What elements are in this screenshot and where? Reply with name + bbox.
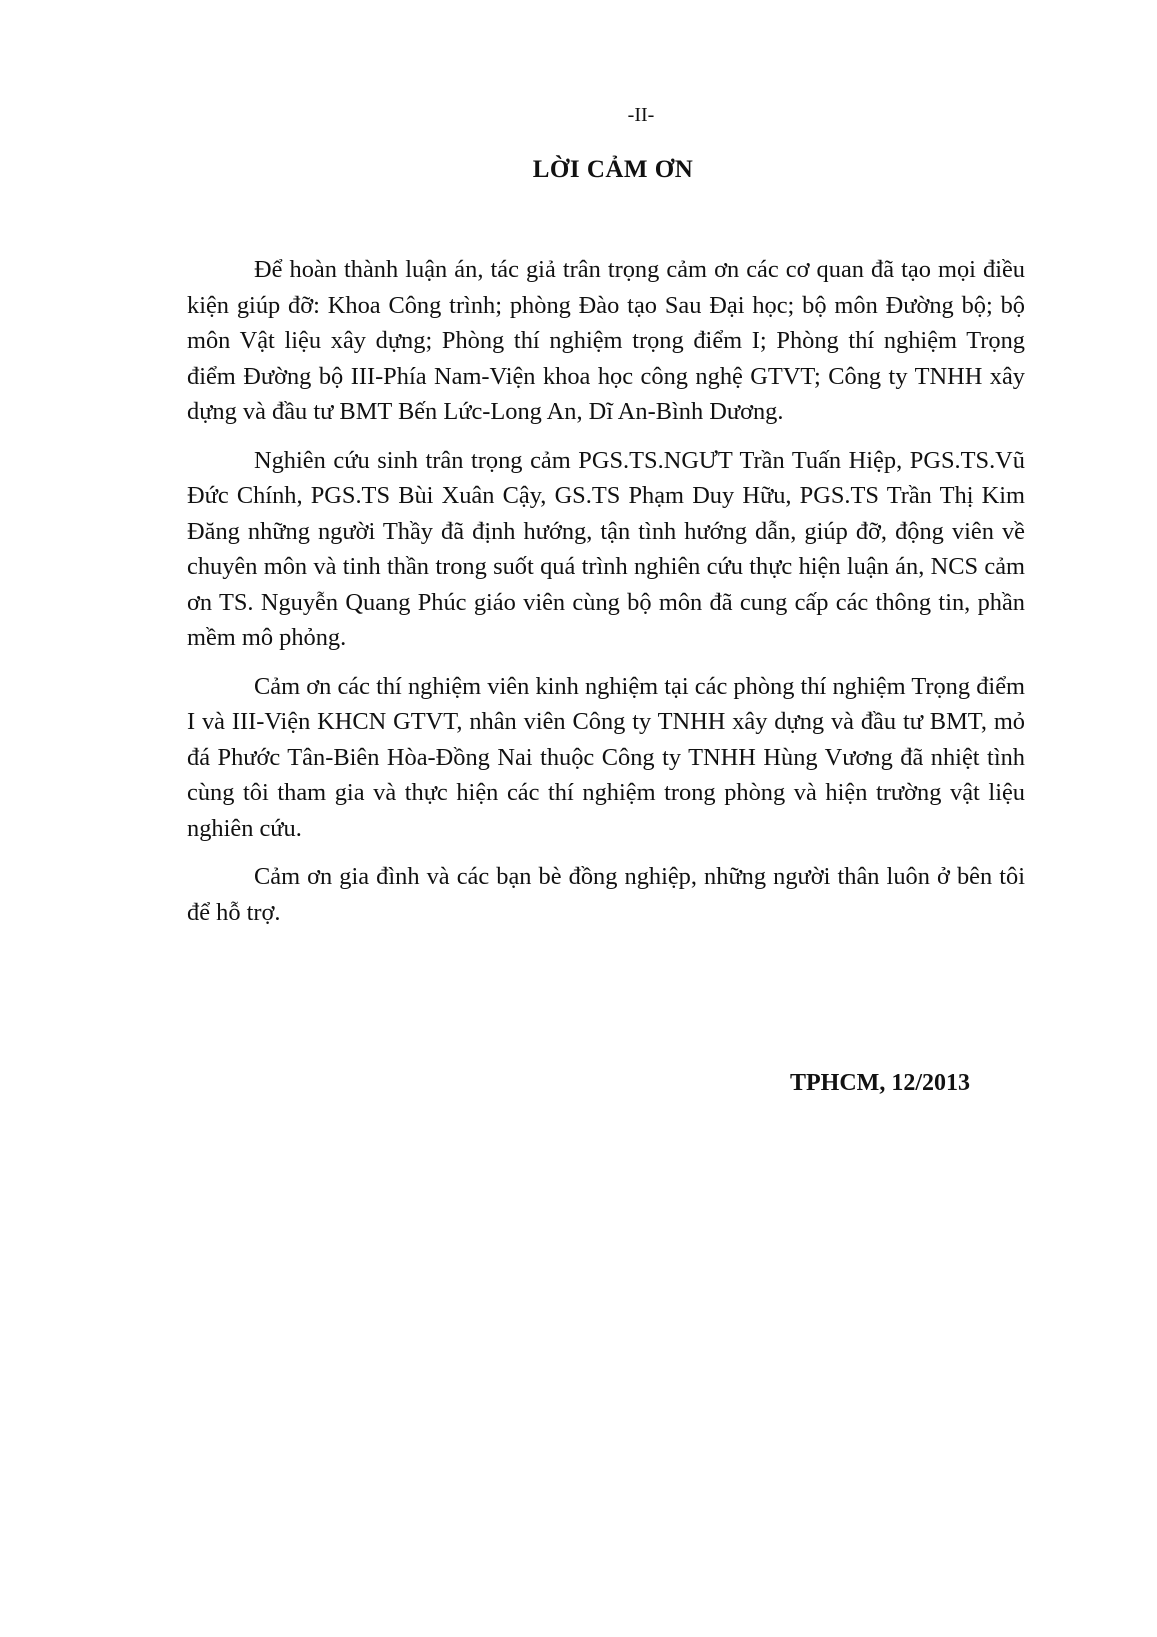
page-number: -II- <box>627 104 655 126</box>
paragraph-4: Cảm ơn gia đình và các bạn bè đồng nghiệp, những người thân luôn ở bên tôi để hỗ trợ. <box>187 863 1025 926</box>
page-title: LỜI CẢM ƠN <box>532 156 694 183</box>
paragraph-2: Nghiên cứu sinh trân trọng cảm PGS.TS.NGƯT Trần Tuấn Hiệp, PGS.TS.Vũ Đức Chính, PGS.TS Bùi Xuân Cậy, GS.TS Phạm Duy Hữu, PGS.TS Trần Thị Kim Đăng những người Thầy đã định hướng, tận tình hướng dẫn, giúp đỡ, động viên về chuyên môn và tinh thần trong suốt quá trình nghiên cứu thực hiện luận án, NCS cảm ơn TS. Nguyễn Quang Phúc giáo viên cùng bộ môn đã cung cấp các thông tin, phần mềm mô phỏng. <box>187 446 1025 651</box>
paragraph-3: Cảm ơn các thí nghiệm viên kinh nghiệm tại các phòng thí nghiệm Trọng điểm I và III-Viện KHCN GTVT, nhân viên Công ty TNHH xây dựng và đầu tư BMT, mỏ đá Phước Tân-Biên Hòa-Đồng Nai thuộc Công ty TNHH Hùng Vương đã nhiệt tình cùng tôi tham gia và thực hiện các thí nghiệm trong phòng và hiện trường vật liệu nghiên cứu. <box>187 672 1025 842</box>
paragraph-1: Để hoàn thành luận án, tác giả trân trọng cảm ơn các cơ quan đã tạo mọi điều kiện giúp đỡ: Khoa Công trình; phòng Đào tạo Sau Đại học; bộ môn Đường bộ; bộ môn Vật liệu xây dựng; Phòng thí nghiệm trọng điểm I; Phòng thí nghiệm Trọng điểm Đường bộ III-Phía Nam-Viện khoa học công nghệ GTVT; Công ty TNHH xây dựng và đầu tư BMT Bến Lức-Long An, Dĩ An-Bình Dương. <box>187 256 1025 425</box>
place-date-signature: TPHCM, 12/2013 <box>790 1070 970 1096</box>
acknowledgement-body <box>187 252 1025 943</box>
